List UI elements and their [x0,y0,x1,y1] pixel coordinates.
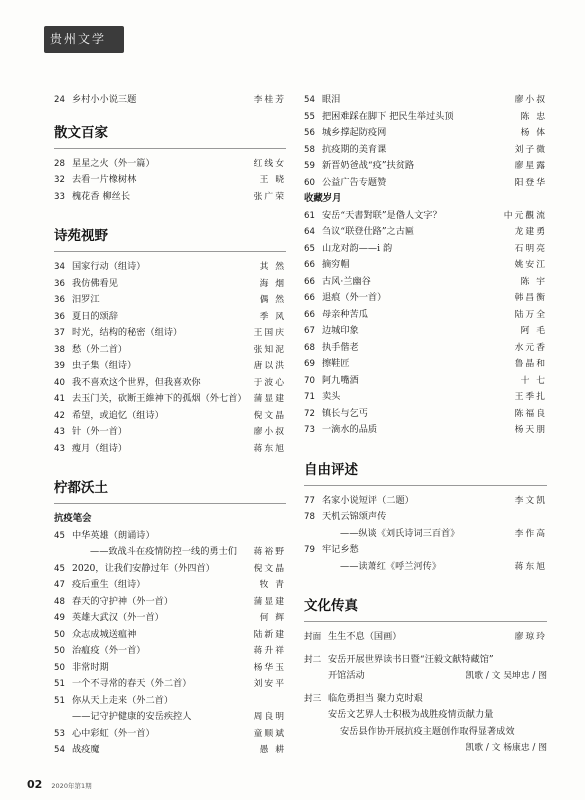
toc-entry[interactable] [304,406,547,423]
entry-title: 去玉门关，砍断王維神下的孤烟（外七首） [72,393,247,404]
toc-entry-continuation [304,668,547,685]
entry-author: 姚安江 [514,260,547,270]
toc-entry[interactable] [54,676,286,693]
entry-title: 众志成城送瘟神 [72,628,137,640]
page-number: 67 [304,326,315,336]
entry-title: 把困难踩在脚下 把民生举过头顶 [322,110,454,122]
entry-title: 夏日的颂辞 [72,310,118,322]
entry-subtitle: ——记守护健康的安岳疾控人 [72,711,192,722]
toc-entry[interactable] [54,561,286,578]
page-number: 50 [54,662,65,673]
page-number: 61 [304,210,315,221]
entry-title: 疫后重生（组诗） [72,579,146,590]
entry-title: 希望，或追忆（组诗） [72,409,164,421]
entry-title: 城乡撑起防疫网 [322,127,387,138]
entry-title: 你从天上走来（外二首） [72,694,174,706]
cover-label: 封三 [304,693,322,704]
entry-author: 陈 宇 [520,276,547,287]
page-number: 79 [304,545,315,555]
entry-author: 童顺斌 [253,728,286,739]
entry-title: 抗疫期的美育课 [322,143,387,155]
entry-author: 刘安平 [253,679,286,689]
entry-author: 杨华玉 [253,662,286,673]
entry-title: 镇长与乞丐 [322,407,368,419]
page-number: 48 [54,596,65,607]
toc-entry[interactable] [304,142,547,159]
page-number: 47 [54,580,65,590]
entry-title: 中华英雄（朗诵诗） [72,529,155,541]
cover-label: 封二 [304,654,322,665]
entry-title: 汨罗江 [72,294,100,305]
entry-author: 凯歌 / 文 吴坤忠 / 图 [465,671,547,681]
toc-entry[interactable] [54,391,286,408]
entry-title: 退痕（外一首） [322,292,387,303]
toc-entry[interactable] [54,627,286,644]
entry-author: 石明亮 [514,243,547,254]
toc-entry[interactable] [54,660,286,677]
entry-author: 中元觀流 [503,210,547,221]
toc-entry[interactable] [54,92,286,109]
page-number: 51 [54,695,65,706]
entry-title: 名家小说短评（二题） [322,494,414,506]
toc-entry[interactable] [54,375,286,392]
toc-entry[interactable] [304,307,547,324]
page-number: 71 [304,392,315,402]
toc-list [304,92,547,191]
toc-entry[interactable] [304,224,547,241]
page-number: 54 [54,745,65,755]
entry-title: 乡村小小说三题 [72,94,137,105]
page-number: 37 [54,328,65,338]
entry-title: 古风·兰幽谷 [322,275,371,287]
entry-title: 一滴水的品质 [322,424,378,435]
entry-author: 龙建勇 [514,227,547,237]
page-number: 64 [304,227,315,237]
section-title: 自由评述 [304,461,358,478]
entry-author: 张广荣 [253,191,286,202]
entry-title: 公益广告专题赞 [322,176,387,188]
entry-title: 愁（外二首） [72,343,128,355]
toc-entry[interactable] [54,292,286,309]
toc-entry[interactable] [304,323,547,340]
toc-entry[interactable] [304,509,547,526]
toc-list [54,156,286,206]
page-number: 56 [304,128,315,138]
entry-author: 愚 耕 [259,745,286,755]
toc-entry[interactable] [54,528,286,545]
page-number: 40 [54,377,65,388]
toc-entry[interactable] [304,356,547,373]
entry-title: 母亲种苦瓜 [322,308,368,320]
page-number: 33 [54,191,65,202]
page-number: 32 [54,175,65,185]
entry-title: 虫子集（组诗） [72,360,137,371]
section-title: 诗苑视野 [54,228,108,244]
toc-entry[interactable] [54,726,286,743]
entry-author: 杨天朋 [514,425,547,435]
toc-list [54,561,286,693]
toc-entry[interactable] [54,172,286,189]
entry-title: 心中彩虹（外一首） [72,727,155,739]
entry-author: 何 辉 [259,613,286,623]
entry-subtitle: 安岳文艺界人士积极为战胜疫情贡献力量 [328,709,494,720]
section-divider [304,621,547,622]
entry-title: 我不喜欢这个世界，但我喜欢你 [72,376,201,388]
entry-title: 瘦月（组诗） [72,442,128,454]
page-number: 43 [54,427,65,437]
page-number: 54 [304,95,315,105]
entry-subtitle: 安岳县作协开展抗疫主题创作取得显著成效 [340,725,515,737]
entry-title: 2020，让我们安静过年（外四首） [72,562,215,574]
page-number: 36 [54,278,65,289]
toc-entry-continuation [304,740,547,757]
entry-author: 蒋升祥 [253,646,286,656]
entry-author: 廖琼玲 [514,632,547,642]
toc-entry[interactable] [54,424,286,441]
entry-author: 红线女 [253,158,286,169]
entry-author: 鲁晶和 [514,359,547,369]
toc-entry[interactable] [304,109,547,126]
page-number: 69 [304,359,315,369]
left-column [54,92,286,759]
toc-entry[interactable] [54,309,286,326]
entry-title: 山龙对韵——i 韵 [322,242,393,254]
entry-author: 王 晓 [259,175,286,185]
toc-list [54,259,286,457]
toc-entry-cover[interactable] [304,629,547,646]
entry-subtitle: ——读萧红《呼兰河传》 [340,560,442,572]
entry-title: 槐花香 柳丝长 [72,190,131,202]
entry-author: 杨 体 [520,128,547,138]
subsection-title: 抗疫笔会 [54,513,92,524]
cover-label: 封面 [304,632,322,642]
entry-author: 蒲显建 [253,596,286,607]
entry-title: 英雄大武汉（外一首） [72,612,164,623]
entry-author: 李桂芳 [253,95,286,105]
section-title: 柠都沃土 [54,480,108,496]
entry-author: 李文凯 [514,495,547,506]
entry-author: 倪文晶 [253,410,286,421]
page-number: 55 [304,111,315,122]
toc-entry[interactable] [304,125,547,142]
page-number: 41 [54,394,65,404]
entry-title: 安岳“天書對联”是偺人文字？ [322,209,442,221]
toc-entry[interactable] [54,577,286,594]
entry-author: 蒋东旭 [253,443,286,454]
entry-author: 廖小叔 [514,95,547,105]
entry-title: 眼泪 [322,94,341,105]
page-number: 78 [304,512,315,522]
page-number: 70 [304,375,315,386]
page-number: 68 [304,342,315,353]
page-number: 43 [54,443,65,454]
page-number: 73 [304,425,315,435]
entry-author: 倪文晶 [253,563,286,574]
entry-author: 凯歌 / 文 杨康忠 / 图 [465,743,547,753]
entry-title: 牢记乡愁 [322,544,359,555]
toc-entry[interactable] [304,290,547,307]
entry-author: 牧 青 [259,580,286,590]
entry-author: 蒋东旭 [514,561,547,572]
entry-author: 刘子微 [514,144,547,155]
toc-entry[interactable] [304,389,547,406]
toc-entry[interactable] [304,542,547,559]
entry-author: 偶 然 [259,295,286,305]
page-number: 51 [54,679,65,689]
toc-entry-continuation [304,707,547,724]
entry-subtitle: 开馆活动 [328,670,365,681]
entry-author: 廖星露 [514,161,547,171]
toc-list [54,726,286,759]
toc-entry[interactable] [54,189,286,206]
entry-title: 刍议“联登仕路”之古匾 [322,226,415,237]
magazine-logo [44,26,124,53]
section-divider [54,148,286,149]
toc-entry[interactable] [304,257,547,274]
entry-author: 十 七 [520,375,547,386]
entry-author: 水元香 [514,342,547,353]
entry-title: 边城印象 [322,325,359,336]
page-number: 34 [54,262,65,272]
section-title: 散文百家 [54,124,108,141]
entry-title: 去看一片橡树林 [72,174,137,185]
entry-author: 阳登华 [514,177,547,188]
entry-title: 治瘟疫（外一首） [72,645,146,656]
page-number: 24 [54,95,65,105]
entry-author: 海 烟 [259,278,286,289]
toc-entry[interactable] [304,422,547,439]
entry-author: 陆新建 [253,629,286,640]
toc-entry-continuation [304,526,547,543]
page-number: 42 [54,410,65,421]
entry-title: 针（外一首） [72,426,128,437]
toc-entry[interactable] [54,643,286,660]
toc-entry[interactable] [54,594,286,611]
entry-title: 摘穷帽 [322,259,350,270]
entry-author: 王季扎 [514,392,547,402]
entry-author: 蒲显建 [253,394,286,404]
toc-entry[interactable] [54,408,286,425]
entry-author: 周良明 [253,712,286,722]
right-column [304,92,547,757]
toc-entry[interactable] [304,175,547,192]
entry-title: 春天的守护神（外一首） [72,595,174,607]
entry-title: 临危勇担当 聚力克时艰 [328,692,423,704]
page-number: 59 [304,161,315,171]
entry-title: 擦鞋匠 [322,358,350,369]
toc-entry[interactable] [54,259,286,276]
toc-entry[interactable] [54,742,286,759]
entry-title: 生生不息（国画） [328,631,402,642]
toc-entry-continuation [54,544,286,561]
page-number: 66 [304,309,315,320]
page-number: 39 [54,361,65,371]
entry-subtitle: ——致战斗在疫情防控一线的勇士们 [90,546,237,557]
toc-entry[interactable] [304,340,547,357]
folio-number: 02 [27,778,43,791]
toc-entry[interactable] [304,493,547,510]
entry-author: 廖小叔 [253,427,286,437]
page-number: 72 [304,408,315,419]
entry-author: 韩昌衡 [514,293,547,303]
entry-author: 蒋裕野 [253,547,286,557]
entry-author: 阿 毛 [520,326,547,336]
entry-author: 王国庆 [253,328,286,338]
page-number: 28 [54,158,65,169]
entry-author: 陆万全 [514,309,547,320]
page-number: 66 [304,260,315,270]
page-number: 36 [54,311,65,322]
page-number: 45 [54,563,65,574]
entry-title: 卖头 [322,391,341,402]
page-number: 38 [54,344,65,355]
toc-entry[interactable] [54,610,286,627]
section-divider [54,251,286,252]
toc-entry[interactable] [54,693,286,710]
toc-entry[interactable] [304,92,547,109]
entry-title: 执手偕老 [322,341,359,353]
toc-entry-cover3[interactable] [304,691,547,708]
entry-title: 新晋奶爸战“疫”扶贫路 [322,160,415,171]
entry-author: 唐以洪 [253,361,286,371]
entry-title: 天机云锦颂声传 [322,511,387,522]
toc-entry-cover2[interactable] [304,652,547,669]
entry-author: 于波心 [253,377,286,388]
section-title: 文化传真 [304,598,358,614]
toc-entry[interactable] [54,156,286,173]
page-number: 50 [54,646,65,656]
page-number: 77 [304,495,315,506]
magazine-logo-text: 贵州文学 [50,32,107,46]
toc-entry[interactable] [304,241,547,258]
toc-entry[interactable] [304,158,547,175]
page-number: 66 [304,293,315,303]
issue-label: 2020年第1期 [51,782,92,790]
subsection-title: 收藏岁月 [304,193,342,204]
entry-author: 李作高 [514,528,547,539]
toc-entry[interactable] [54,358,286,375]
page-number: 53 [54,728,65,739]
entry-author: 季 风 [259,311,286,322]
entry-author: 张知泥 [253,344,286,355]
entry-title: 非常时期 [72,661,109,673]
page-footer [27,773,92,792]
page-number: 49 [54,613,65,623]
entry-title: 阿九嘴酒 [322,374,359,386]
page-number: 65 [304,243,315,254]
page-number: 36 [54,295,65,305]
entry-subtitle: ——纵谈《刘氏诗词三百首》 [340,527,460,539]
page-number: 50 [54,629,65,640]
entry-title: 我仿佛看见 [72,277,118,289]
toc-entry-continuation [54,709,286,726]
page-number: 58 [304,144,315,155]
entry-title: 战疫魔 [72,744,100,755]
entry-title: 安岳开展世界读书日暨“汪毅文献特藏馆” [328,653,494,665]
toc-entry[interactable] [54,441,286,458]
toc-list [304,493,547,510]
toc-entry[interactable] [304,373,547,390]
entry-title: 时光，结构的秘密（组诗） [72,327,183,338]
page-number: 60 [304,177,315,188]
toc-entry-continuation [304,559,547,576]
page-number: 66 [304,276,315,287]
toc-entry[interactable] [304,208,547,225]
toc-entry[interactable] [54,342,286,359]
entry-title: 一个不寻常的春天（外二首） [72,678,192,689]
entry-author: 陈福良 [514,408,547,419]
toc-entry-continuation [304,724,547,741]
section-divider [54,503,286,504]
entry-author: 陈 忠 [520,111,547,122]
page-number: 45 [54,530,65,541]
toc-entry[interactable] [304,274,547,291]
toc-entry[interactable] [54,325,286,342]
entry-author: 其 然 [259,262,286,272]
toc-entry[interactable] [54,276,286,293]
toc-list [304,208,547,439]
section-divider [304,485,547,486]
entry-title: 国家行动（组诗） [72,261,146,272]
entry-title: 星星之火（外一篇） [72,157,155,169]
